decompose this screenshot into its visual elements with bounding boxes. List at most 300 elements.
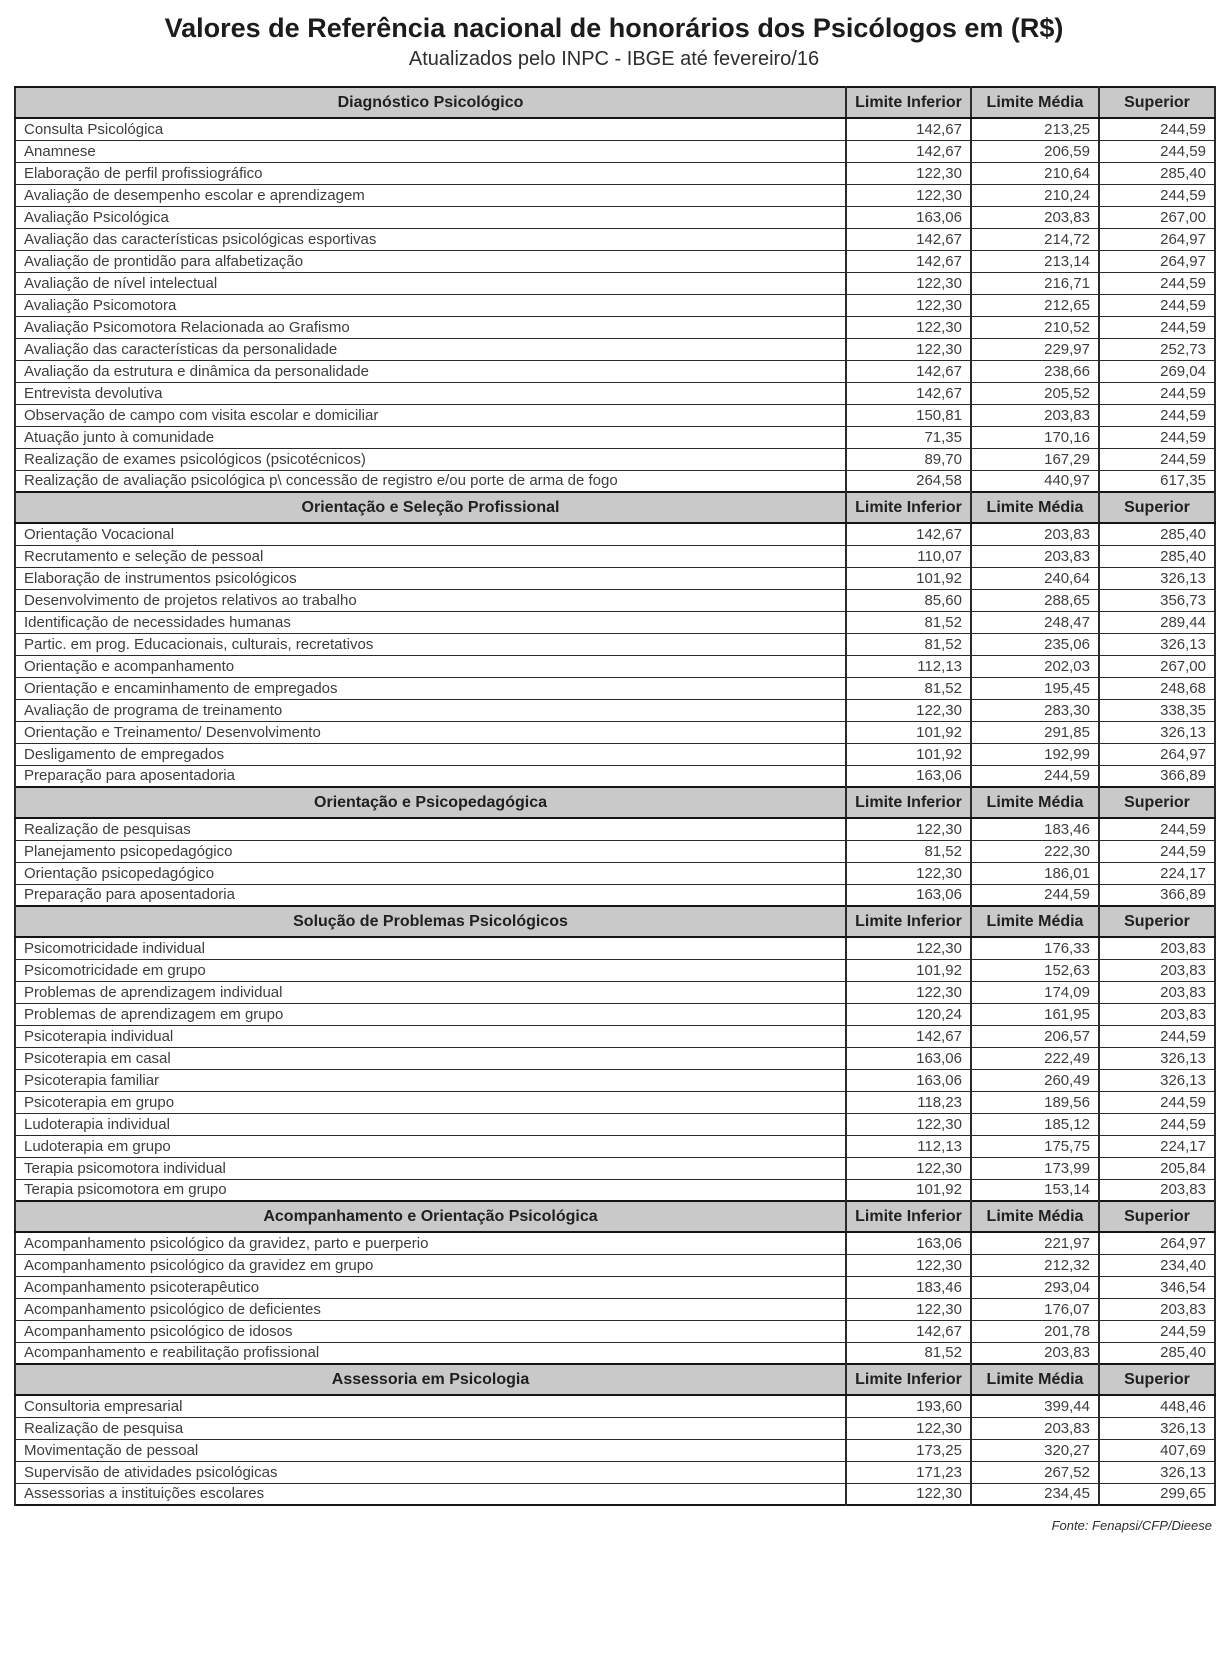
- section-header-row: [15, 1201, 1215, 1232]
- value-cell: 244,59: [1099, 1025, 1215, 1047]
- table-row: [15, 470, 1215, 492]
- table-row: [15, 840, 1215, 862]
- table-row: [15, 633, 1215, 655]
- table-row: [15, 1439, 1215, 1461]
- value-cell: 366,89: [1099, 765, 1215, 787]
- value-cell: 122,30: [846, 1157, 971, 1179]
- column-header-cell: Limite Inferior: [846, 1364, 971, 1395]
- table-row: [15, 1179, 1215, 1201]
- service-label-cell: Elaboração de instrumentos psicológicos: [15, 567, 846, 589]
- service-label-cell: Psicomotricidade individual: [15, 937, 846, 959]
- value-cell: 617,35: [1099, 470, 1215, 492]
- value-cell: 122,30: [846, 1298, 971, 1320]
- service-label-cell: Identificação de necessidades humanas: [15, 611, 846, 633]
- value-cell: 120,24: [846, 1003, 971, 1025]
- value-cell: 203,83: [971, 206, 1099, 228]
- service-label-cell: Terapia psicomotora individual: [15, 1157, 846, 1179]
- table-row: [15, 1003, 1215, 1025]
- service-label-cell: Psicoterapia em grupo: [15, 1091, 846, 1113]
- value-cell: 122,30: [846, 1254, 971, 1276]
- value-cell: 235,06: [971, 633, 1099, 655]
- service-label-cell: Partic. em prog. Educacionais, culturais, recretativos: [15, 633, 846, 655]
- value-cell: 244,59: [1099, 316, 1215, 338]
- value-cell: 267,00: [1099, 206, 1215, 228]
- value-cell: 176,33: [971, 937, 1099, 959]
- table-row: [15, 272, 1215, 294]
- value-cell: 173,99: [971, 1157, 1099, 1179]
- value-cell: 171,23: [846, 1461, 971, 1483]
- value-cell: 205,84: [1099, 1157, 1215, 1179]
- value-cell: 81,52: [846, 1342, 971, 1364]
- value-cell: 203,83: [971, 523, 1099, 545]
- value-cell: 260,49: [971, 1069, 1099, 1091]
- service-label-cell: Consulta Psicológica: [15, 118, 846, 140]
- value-cell: 244,59: [1099, 840, 1215, 862]
- table-row: [15, 1395, 1215, 1417]
- value-cell: 264,97: [1099, 228, 1215, 250]
- value-cell: 203,83: [1099, 1298, 1215, 1320]
- value-cell: 85,60: [846, 589, 971, 611]
- table-row: [15, 1320, 1215, 1342]
- table-row: [15, 589, 1215, 611]
- table-row: [15, 743, 1215, 765]
- table-row: [15, 1232, 1215, 1254]
- table-row: [15, 677, 1215, 699]
- value-cell: 183,46: [846, 1276, 971, 1298]
- value-cell: 407,69: [1099, 1439, 1215, 1461]
- table-row: [15, 959, 1215, 981]
- value-cell: 185,12: [971, 1113, 1099, 1135]
- value-cell: 244,59: [1099, 426, 1215, 448]
- value-cell: 244,59: [1099, 140, 1215, 162]
- value-cell: 203,83: [971, 1342, 1099, 1364]
- value-cell: 192,99: [971, 743, 1099, 765]
- value-cell: 224,17: [1099, 862, 1215, 884]
- value-cell: 142,67: [846, 382, 971, 404]
- column-header-cell: Limite Média: [971, 492, 1099, 523]
- value-cell: 71,35: [846, 426, 971, 448]
- value-cell: 142,67: [846, 1025, 971, 1047]
- table-row: [15, 162, 1215, 184]
- value-cell: 186,01: [971, 862, 1099, 884]
- service-label-cell: Avaliação de desempenho escolar e aprendizagem: [15, 184, 846, 206]
- value-cell: 201,78: [971, 1320, 1099, 1342]
- value-cell: 142,67: [846, 360, 971, 382]
- section-title-cell: Assessoria em Psicologia: [15, 1364, 846, 1395]
- value-cell: 234,40: [1099, 1254, 1215, 1276]
- value-cell: 224,17: [1099, 1135, 1215, 1157]
- service-label-cell: Acompanhamento psicológico da gravidez, parto e puerperio: [15, 1232, 846, 1254]
- value-cell: 183,46: [971, 818, 1099, 840]
- table-row: [15, 338, 1215, 360]
- service-label-cell: Avaliação de programa de treinamento: [15, 699, 846, 721]
- section-header-row: [15, 1364, 1215, 1395]
- value-cell: 267,52: [971, 1461, 1099, 1483]
- table-row: [15, 1091, 1215, 1113]
- column-header-cell: Superior: [1099, 492, 1215, 523]
- column-header-cell: Limite Inferior: [846, 492, 971, 523]
- table-row: [15, 1254, 1215, 1276]
- value-cell: 101,92: [846, 721, 971, 743]
- value-cell: 122,30: [846, 1483, 971, 1505]
- service-label-cell: Avaliação das características psicológicas esportivas: [15, 228, 846, 250]
- section-title-cell: Diagnóstico Psicológico: [15, 87, 846, 118]
- column-header-cell: Superior: [1099, 906, 1215, 937]
- value-cell: 264,97: [1099, 743, 1215, 765]
- value-cell: 213,14: [971, 250, 1099, 272]
- value-cell: 289,44: [1099, 611, 1215, 633]
- service-label-cell: Atuação junto à comunidade: [15, 426, 846, 448]
- service-label-cell: Observação de campo com visita escolar e domiciliar: [15, 404, 846, 426]
- service-label-cell: Ludoterapia em grupo: [15, 1135, 846, 1157]
- value-cell: 244,59: [1099, 1091, 1215, 1113]
- service-label-cell: Avaliação Psicomotora: [15, 294, 846, 316]
- value-cell: 244,59: [1099, 294, 1215, 316]
- table-row: [15, 294, 1215, 316]
- value-cell: 118,23: [846, 1091, 971, 1113]
- service-label-cell: Desligamento de empregados: [15, 743, 846, 765]
- service-label-cell: Acompanhamento psicológico de idosos: [15, 1320, 846, 1342]
- value-cell: 299,65: [1099, 1483, 1215, 1505]
- table-row: [15, 611, 1215, 633]
- value-cell: 122,30: [846, 699, 971, 721]
- value-cell: 163,06: [846, 1232, 971, 1254]
- value-cell: 203,83: [1099, 1003, 1215, 1025]
- table-row: [15, 765, 1215, 787]
- value-cell: 326,13: [1099, 721, 1215, 743]
- value-cell: 142,67: [846, 140, 971, 162]
- table-row: [15, 118, 1215, 140]
- value-cell: 173,25: [846, 1439, 971, 1461]
- service-label-cell: Recrutamento e seleção de pessoal: [15, 545, 846, 567]
- service-label-cell: Avaliação Psicomotora Relacionada ao Grafismo: [15, 316, 846, 338]
- value-cell: 229,97: [971, 338, 1099, 360]
- table-row: [15, 316, 1215, 338]
- value-cell: 399,44: [971, 1395, 1099, 1417]
- value-cell: 81,52: [846, 633, 971, 655]
- service-label-cell: Realização de pesquisas: [15, 818, 846, 840]
- value-cell: 101,92: [846, 959, 971, 981]
- value-cell: 101,92: [846, 743, 971, 765]
- service-label-cell: Orientação e Treinamento/ Desenvolvimento: [15, 721, 846, 743]
- value-cell: 81,52: [846, 677, 971, 699]
- value-cell: 244,59: [1099, 118, 1215, 140]
- value-cell: 448,46: [1099, 1395, 1215, 1417]
- value-cell: 244,59: [971, 765, 1099, 787]
- service-label-cell: Avaliação de prontidão para alfabetização: [15, 250, 846, 272]
- table-row: [15, 1461, 1215, 1483]
- table-row: [15, 567, 1215, 589]
- value-cell: 221,97: [971, 1232, 1099, 1254]
- service-label-cell: Acompanhamento psicológico de deficientes: [15, 1298, 846, 1320]
- section-title-cell: Acompanhamento e Orientação Psicológica: [15, 1201, 846, 1232]
- value-cell: 122,30: [846, 338, 971, 360]
- value-cell: 153,14: [971, 1179, 1099, 1201]
- service-label-cell: Avaliação das características da personalidade: [15, 338, 846, 360]
- value-cell: 110,07: [846, 545, 971, 567]
- value-cell: 248,68: [1099, 677, 1215, 699]
- service-label-cell: Preparação para aposentadoria: [15, 765, 846, 787]
- column-header-cell: Limite Inferior: [846, 787, 971, 818]
- section-title-cell: Orientação e Seleção Profissional: [15, 492, 846, 523]
- section-title-cell: Solução de Problemas Psicológicos: [15, 906, 846, 937]
- table-row: [15, 884, 1215, 906]
- service-label-cell: Problemas de aprendizagem em grupo: [15, 1003, 846, 1025]
- value-cell: 89,70: [846, 448, 971, 470]
- value-cell: 234,45: [971, 1483, 1099, 1505]
- table-row: [15, 1157, 1215, 1179]
- table-row: [15, 699, 1215, 721]
- value-cell: 205,52: [971, 382, 1099, 404]
- value-cell: 244,59: [1099, 404, 1215, 426]
- value-cell: 189,56: [971, 1091, 1099, 1113]
- value-cell: 213,25: [971, 118, 1099, 140]
- service-label-cell: Planejamento psicopedagógico: [15, 840, 846, 862]
- service-label-cell: Realização de avaliação psicológica p\ concessão de registro e/ou porte de arma de fogo: [15, 470, 846, 492]
- section-header-row: [15, 492, 1215, 523]
- value-cell: 338,35: [1099, 699, 1215, 721]
- value-cell: 210,24: [971, 184, 1099, 206]
- table-row: [15, 721, 1215, 743]
- value-cell: 326,13: [1099, 1069, 1215, 1091]
- service-label-cell: Orientação e acompanhamento: [15, 655, 846, 677]
- value-cell: 212,32: [971, 1254, 1099, 1276]
- value-cell: 142,67: [846, 118, 971, 140]
- value-cell: 122,30: [846, 294, 971, 316]
- value-cell: 150,81: [846, 404, 971, 426]
- column-header-cell: Limite Média: [971, 87, 1099, 118]
- column-header-cell: Superior: [1099, 1201, 1215, 1232]
- value-cell: 176,07: [971, 1298, 1099, 1320]
- table-row: [15, 228, 1215, 250]
- column-header-cell: Limite Média: [971, 1201, 1099, 1232]
- service-label-cell: Acompanhamento psicoterapêutico: [15, 1276, 846, 1298]
- service-label-cell: Psicomotricidade em grupo: [15, 959, 846, 981]
- value-cell: 81,52: [846, 611, 971, 633]
- table-row: [15, 1069, 1215, 1091]
- value-cell: 175,75: [971, 1135, 1099, 1157]
- column-header-cell: Superior: [1099, 87, 1215, 118]
- service-label-cell: Problemas de aprendizagem individual: [15, 981, 846, 1003]
- table-row: [15, 250, 1215, 272]
- value-cell: 326,13: [1099, 1047, 1215, 1069]
- value-cell: 81,52: [846, 840, 971, 862]
- section-header-row: [15, 87, 1215, 118]
- service-label-cell: Desenvolvimento de projetos relativos ao trabalho: [15, 589, 846, 611]
- column-header-cell: Limite Média: [971, 787, 1099, 818]
- value-cell: 244,59: [1099, 448, 1215, 470]
- value-cell: 174,09: [971, 981, 1099, 1003]
- column-header-cell: Limite Inferior: [846, 1201, 971, 1232]
- value-cell: 240,64: [971, 567, 1099, 589]
- service-label-cell: Realização de exames psicológicos (psicotécnicos): [15, 448, 846, 470]
- value-cell: 167,29: [971, 448, 1099, 470]
- service-label-cell: Preparação para aposentadoria: [15, 884, 846, 906]
- service-label-cell: Elaboração de perfil profissiográfico: [15, 162, 846, 184]
- column-header-cell: Limite Média: [971, 906, 1099, 937]
- value-cell: 122,30: [846, 162, 971, 184]
- value-cell: 122,30: [846, 981, 971, 1003]
- value-cell: 122,30: [846, 862, 971, 884]
- value-cell: 222,49: [971, 1047, 1099, 1069]
- value-cell: 122,30: [846, 316, 971, 338]
- value-cell: 163,06: [846, 1047, 971, 1069]
- service-label-cell: Movimentação de pessoal: [15, 1439, 846, 1461]
- service-label-cell: Anamnese: [15, 140, 846, 162]
- page-subtitle: Atualizados pelo INPC - IBGE até fevereiro/16: [408, 48, 820, 70]
- table-row: [15, 1342, 1215, 1364]
- service-label-cell: Supervisão de atividades psicológicas: [15, 1461, 846, 1483]
- value-cell: 326,13: [1099, 1417, 1215, 1439]
- fees-table: [14, 86, 1216, 1506]
- value-cell: 269,04: [1099, 360, 1215, 382]
- section-header-row: [15, 787, 1215, 818]
- value-cell: 202,03: [971, 655, 1099, 677]
- value-cell: 216,71: [971, 272, 1099, 294]
- value-cell: 320,27: [971, 1439, 1099, 1461]
- value-cell: 112,13: [846, 1135, 971, 1157]
- value-cell: 142,67: [846, 523, 971, 545]
- value-cell: 326,13: [1099, 567, 1215, 589]
- table-row: [15, 545, 1215, 567]
- value-cell: 222,30: [971, 840, 1099, 862]
- value-cell: 326,13: [1099, 633, 1215, 655]
- value-cell: 122,30: [846, 184, 971, 206]
- service-label-cell: Orientação Vocacional: [15, 523, 846, 545]
- service-label-cell: Orientação e encaminhamento de empregados: [15, 677, 846, 699]
- value-cell: 206,59: [971, 140, 1099, 162]
- value-cell: 193,60: [846, 1395, 971, 1417]
- value-cell: 248,47: [971, 611, 1099, 633]
- table-row: [15, 862, 1215, 884]
- value-cell: 440,97: [971, 470, 1099, 492]
- table-row: [15, 655, 1215, 677]
- table-row: [15, 1025, 1215, 1047]
- value-cell: 203,83: [1099, 981, 1215, 1003]
- service-label-cell: Acompanhamento e reabilitação profissional: [15, 1342, 846, 1364]
- service-label-cell: Entrevista devolutiva: [15, 382, 846, 404]
- value-cell: 244,59: [1099, 272, 1215, 294]
- column-header-cell: Limite Inferior: [846, 906, 971, 937]
- table-row: [15, 937, 1215, 959]
- value-cell: 122,30: [846, 1113, 971, 1135]
- table-row: [15, 1483, 1215, 1505]
- value-cell: 203,83: [971, 1417, 1099, 1439]
- value-cell: 203,83: [971, 404, 1099, 426]
- table-row: [15, 206, 1215, 228]
- value-cell: 356,73: [1099, 589, 1215, 611]
- service-label-cell: Realização de pesquisa: [15, 1417, 846, 1439]
- value-cell: 238,66: [971, 360, 1099, 382]
- value-cell: 203,83: [1099, 937, 1215, 959]
- value-cell: 326,13: [1099, 1461, 1215, 1483]
- value-cell: 285,40: [1099, 162, 1215, 184]
- service-label-cell: Acompanhamento psicológico da gravidez em grupo: [15, 1254, 846, 1276]
- service-label-cell: Avaliação Psicológica: [15, 206, 846, 228]
- table-row: [15, 1135, 1215, 1157]
- service-label-cell: Assessorias a instituições escolares: [15, 1483, 846, 1505]
- value-cell: 163,06: [846, 206, 971, 228]
- value-cell: 163,06: [846, 884, 971, 906]
- table-row: [15, 140, 1215, 162]
- value-cell: 244,59: [1099, 1113, 1215, 1135]
- value-cell: 285,40: [1099, 545, 1215, 567]
- service-label-cell: Ludoterapia individual: [15, 1113, 846, 1135]
- value-cell: 264,97: [1099, 1232, 1215, 1254]
- service-label-cell: Avaliação da estrutura e dinâmica da personalidade: [15, 360, 846, 382]
- value-cell: 285,40: [1099, 1342, 1215, 1364]
- value-cell: 244,59: [1099, 1320, 1215, 1342]
- column-header-cell: Superior: [1099, 1364, 1215, 1395]
- service-label-cell: Terapia psicomotora em grupo: [15, 1179, 846, 1201]
- value-cell: 142,67: [846, 250, 971, 272]
- value-cell: 293,04: [971, 1276, 1099, 1298]
- table-row: [15, 360, 1215, 382]
- value-cell: 291,85: [971, 721, 1099, 743]
- value-cell: 366,89: [1099, 884, 1215, 906]
- table-row: [15, 523, 1215, 545]
- table-row: [15, 382, 1215, 404]
- service-label-cell: Orientação psicopedagógico: [15, 862, 846, 884]
- table-row: [15, 184, 1215, 206]
- table-row: [15, 448, 1215, 470]
- value-cell: 142,67: [846, 1320, 971, 1342]
- service-label-cell: Consultoria empresarial: [15, 1395, 846, 1417]
- value-cell: 212,65: [971, 294, 1099, 316]
- table-row: [15, 1298, 1215, 1320]
- column-header-cell: Limite Inferior: [846, 87, 971, 118]
- table-row: [15, 818, 1215, 840]
- table-row: [15, 981, 1215, 1003]
- value-cell: 122,30: [846, 1417, 971, 1439]
- value-cell: 152,63: [971, 959, 1099, 981]
- section-title-cell: Orientação e Psicopedagógica: [15, 787, 846, 818]
- value-cell: 163,06: [846, 765, 971, 787]
- source-note: Fonte: Fenapsi/CFP/Dieese: [1051, 1518, 1212, 1533]
- table-row: [15, 1417, 1215, 1439]
- service-label-cell: Psicoterapia individual: [15, 1025, 846, 1047]
- service-label-cell: Psicoterapia familiar: [15, 1069, 846, 1091]
- table-row: [15, 426, 1215, 448]
- value-cell: 346,54: [1099, 1276, 1215, 1298]
- value-cell: 264,58: [846, 470, 971, 492]
- table-row: [15, 1113, 1215, 1135]
- value-cell: 244,59: [1099, 184, 1215, 206]
- value-cell: 195,45: [971, 677, 1099, 699]
- value-cell: 264,97: [1099, 250, 1215, 272]
- value-cell: 283,30: [971, 699, 1099, 721]
- service-label-cell: Psicoterapia em casal: [15, 1047, 846, 1069]
- page-title: Valores de Referência nacional de honorários dos Psicólogos em (R$): [164, 13, 1064, 43]
- value-cell: 244,59: [1099, 382, 1215, 404]
- value-cell: 161,95: [971, 1003, 1099, 1025]
- value-cell: 142,67: [846, 228, 971, 250]
- value-cell: 267,00: [1099, 655, 1215, 677]
- value-cell: 203,83: [1099, 1179, 1215, 1201]
- value-cell: 285,40: [1099, 523, 1215, 545]
- value-cell: 203,83: [971, 545, 1099, 567]
- value-cell: 244,59: [971, 884, 1099, 906]
- value-cell: 112,13: [846, 655, 971, 677]
- value-cell: 244,59: [1099, 818, 1215, 840]
- value-cell: 252,73: [1099, 338, 1215, 360]
- value-cell: 101,92: [846, 1179, 971, 1201]
- value-cell: 163,06: [846, 1069, 971, 1091]
- section-header-row: [15, 906, 1215, 937]
- value-cell: 288,65: [971, 589, 1099, 611]
- value-cell: 203,83: [1099, 959, 1215, 981]
- value-cell: 122,30: [846, 937, 971, 959]
